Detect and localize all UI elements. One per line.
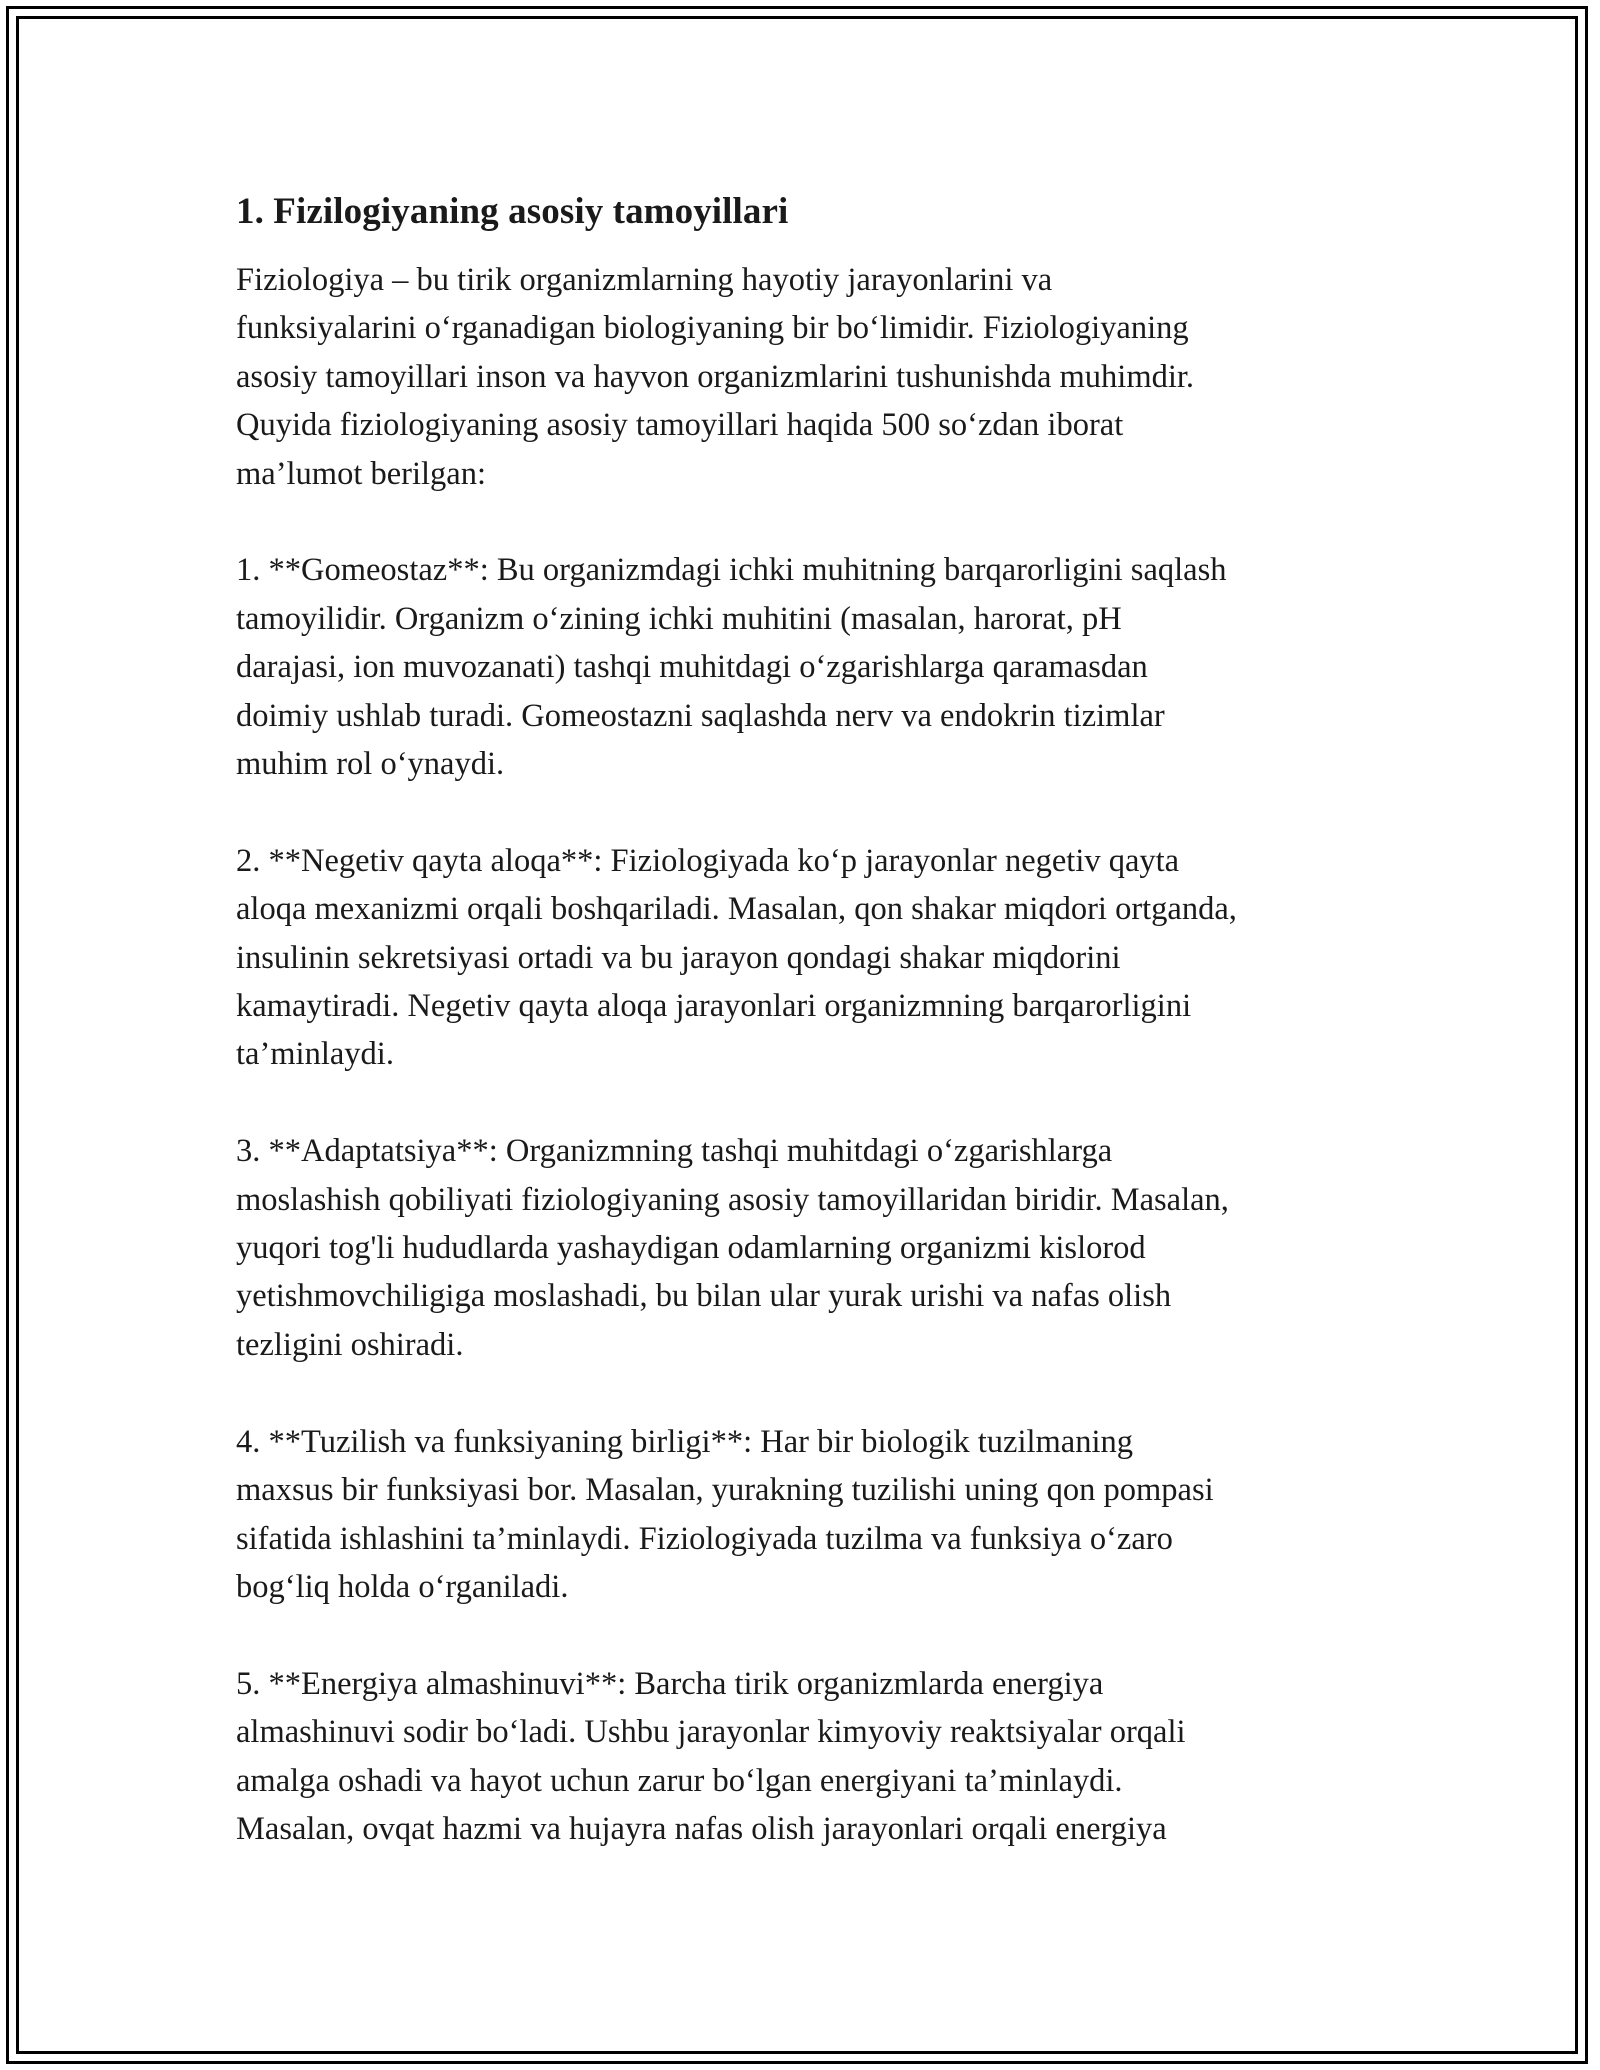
principle-energy-exchange-paragraph: 5. **Energiya almashinuvi**: Barcha tirik organizmlarda energiya almashinuvi sodir bo‘ladi. Ushbu jarayonlar kimyoviy reaktsiyalar orqali amalga oshadi va hayot uchun zarur bo‘lgan energiyani ta’minlaydi. Masalan, ovqat hazmi va hujayra nafas olish jarayonlari orqali energiya [236,1665,1186,1847]
document-title: 1. Fizilogiyaning asosiy tamoyillari [236,191,789,232]
principle-structure-function-paragraph: 4. **Tuzilish va funksiyaning birligi**: Har bir biologik tuzilmaning maxsus bir funksiyasi bor. Masalan, yurakning tuzilishi uning qon pompasi sifatida ishlashini ta’minlaydi. Fiziologiyada tuzilma va funksiya o‘zaro bog‘liq holda o‘rganiladi. [236,1423,1214,1605]
document-body [236,186,1376,1853]
principle-gomeostaz-paragraph: 1. **Gomeostaz**: Bu organizmdagi ichki muhitning barqarorligini saqlash tamoyilidir. Organizm o‘zining ichki muhitini (masalan, harorat, pH darajasi, ion muvozanati) tashqi muhitdagi o‘zgarishlarga qaramasdan doimiy ushlab turadi. Gomeostazni saqlashda nerv va endokrin tizimlar muhim rol o‘ynaydi. [236,552,1227,783]
principle-negative-feedback-paragraph: 2. **Negetiv qayta aloqa**: Fiziologiyada ko‘p jarayonlar negetiv qayta aloqa mexanizmi orqali boshqariladi. Masalan, qon shakar miqdori ortganda, insulinin sekretsiyasi ortadi va bu jarayon qondagi shakar miqdorini kamaytiradi. Negetiv qayta aloqa jarayonlari organizmning barqarorligini ta’minlaydi. [236,842,1237,1073]
principle-adaptation-paragraph: 3. **Adaptatsiya**: Organizmning tashqi muhitdagi o‘zgarishlarga moslashish qobiliyati fiziologiyaning asosiy tamoyillaridan biridir. Masalan, yuqori tog'li hududlarda yashaydigan odamlarning organizmi kislorod yetishmovchiligiga moslashadi, bu bilan ular yurak urishi va nafas olish tezligini oshiradi. [236,1133,1229,1363]
intro-paragraph: Fiziologiya – bu tirik organizmlarning hayotiy jarayonlarini va funksiyalarini o‘rganadigan biologiyaning bir bo‘limidir. Fiziologiyaning asosiy tamoyillari inson va hayvon organizmlarini tushunishda muhimdir. Quyida fiziologiyaning asosiy tamoyillari haqida 500 so‘zdan iborat ma’lumot berilgan: [236,262,1195,492]
